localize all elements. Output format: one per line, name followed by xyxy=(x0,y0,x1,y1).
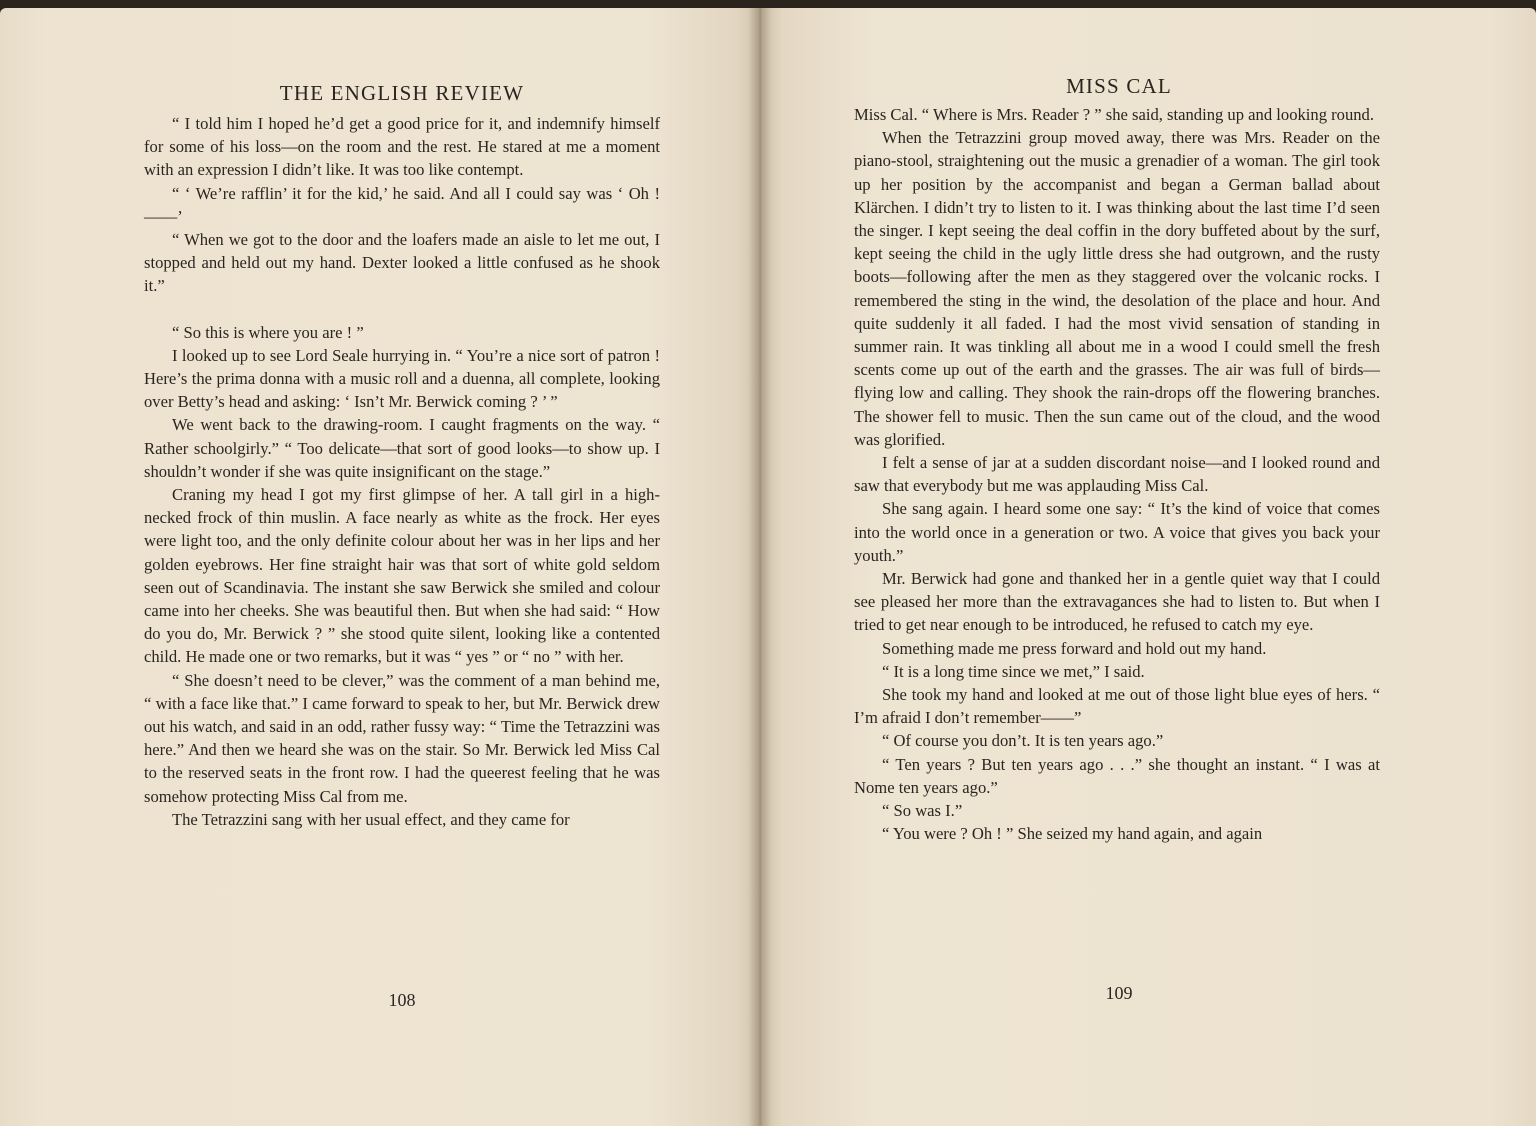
paragraph: The Tetrazzini sang with her usual effect, and they came for xyxy=(172,809,570,829)
paragraph: “ Of course you don’t. It is ten years ago.” xyxy=(882,731,1164,751)
paragraph: Craning my head I got my first glimpse of her. A tall girl in a high-necked frock of thin muslin. A face nearly as white as the frock. Her eyes were light too, and the only definite colour about her was in her lips and her golden eyebrows. Her fine straight hair was that sort of white gold seldom seen out of Scandinavia. The instant she saw Berwick she smiled and colour came into her cheeks. She was beautiful then. But when she had said: “ How do you do, Mr. Berwick ? ” she stood quite silent, looking like a contented child. He made one or two remarks, but it was “ yes ” or “ no ” with her. xyxy=(144,485,660,667)
paragraph: “ She doesn’t need to be clever,” was the comment of a man behind me, “ with a face like that.” I came forward to speak to her, but Mr. Berwick drew out his watch, and said in an odd, rather fussy way: “ Time the Tetrazzini was here.” And then we heard she was on the stair. So Mr. Berwick led Miss Cal to the reserved seats in the front row. I had the queerest feeling that he was somehow protecting Miss Cal from me. xyxy=(144,670,660,806)
page-body xyxy=(854,103,1380,846)
paragraph: I felt a sense of jar at a sudden discordant noise—and I looked round and saw that everybody but me was applauding Miss Cal. xyxy=(854,453,1380,496)
paragraph: “ So was I.” xyxy=(882,801,963,821)
paragraph: She sang again. I heard some one say: “ It’s the kind of voice that comes into the world once in a generation or two. A voice that gives you back your youth.” xyxy=(854,499,1380,565)
running-head: MISS CAL xyxy=(1066,74,1172,98)
paragraph: “ When we got to the door and the loafers made an aisle to let me out, I stopped and held out my hand. Dexter looked a little confused as he shook it.” xyxy=(144,230,660,296)
left-page xyxy=(0,8,760,1126)
paragraph: Miss Cal. “ Where is Mrs. Reader ? ” she said, standing up and looking round. xyxy=(854,105,1374,124)
running-head: THE ENGLISH REVIEW xyxy=(279,81,525,105)
paragraph: We went back to the drawing-room. I caught fragments on the way. “ Rather schoolgirly.” “ Too delicate—that sort of good looks—to show up. I shouldn’t wonder if she was quite insignificant on the stage.” xyxy=(144,415,660,481)
paragraph: “ You were ? Oh ! ” She seized my hand again, and again xyxy=(882,824,1263,844)
paragraph: “ It is a long time since we met,” I said. xyxy=(882,661,1145,681)
page-number: 108 xyxy=(388,990,416,1010)
paragraph: Something made me press forward and hold out my hand. xyxy=(882,638,1267,658)
paragraph: I looked up to see Lord Seale hurrying in. “ You’re a nice sort of patron ! Here’s the prima donna with a music roll and a duenna, all complete, looking over Betty’s head and asking: ‘ Isn’t Mr. Berwick coming ? ’ ” xyxy=(144,345,660,412)
paragraph: “ So this is where you are ! ” xyxy=(172,322,364,342)
right-page xyxy=(760,8,1536,1126)
paragraph: “ ‘ We’re rafflin’ it for the kid,’ he said. And all I could say was ‘ Oh !——’ xyxy=(144,183,660,226)
page-body xyxy=(144,112,660,831)
paragraph: She took my hand and looked at me out of those light blue eyes of hers. “ I’m afraid I don’t remember——” xyxy=(854,685,1380,728)
page-number: 109 xyxy=(1105,983,1133,1003)
paragraph: “ Ten years ? But ten years ago . . .” she thought an instant. “ I was at Nome ten years ago.” xyxy=(854,754,1380,797)
paragraph: Mr. Berwick had gone and thanked her in a gentle quiet way that I could see pleased her more than the extravagances she had to listen to. But when I tried to get near enough to be introduced, he refused to catch my eye. xyxy=(854,569,1380,635)
paragraph: “ I told him I hoped he’d get a good price for it, and indemnify himself for some of his loss—on the room and the rest. He stared at me a moment with an expression I didn’t like. It was too like contempt. xyxy=(144,114,660,180)
paragraph: When the Tetrazzini group moved away, there was Mrs. Reader on the piano-stool, straightening out the music a grenadier of a woman. The girl took up her position by the accompanist and began a German ballad about Klärchen. I didn’t try to listen to it. I was thinking about the last time I’d seen the singer. I kept seeing the deal coffin in the dory buffeted about by the surf, kept seeing the child in the ugly little dress she had outgrown, and the rusty boots—following after the men as they staggered over the volcanic rocks. I remembered the sting in the wind, the desolation of the place and hour. And quite suddenly it all faded. I had the most vivid sensation of standing in summer rain. It was tinkling all about me in a wood I could smell the fresh scents come up out of the earth and the grasses. The air was full of birds—flying low and calling. They shook the rain-drops off the flowering branches. The shower fell to music. Then the sun came out of the cloud, and the wood was glorified. xyxy=(854,128,1380,449)
